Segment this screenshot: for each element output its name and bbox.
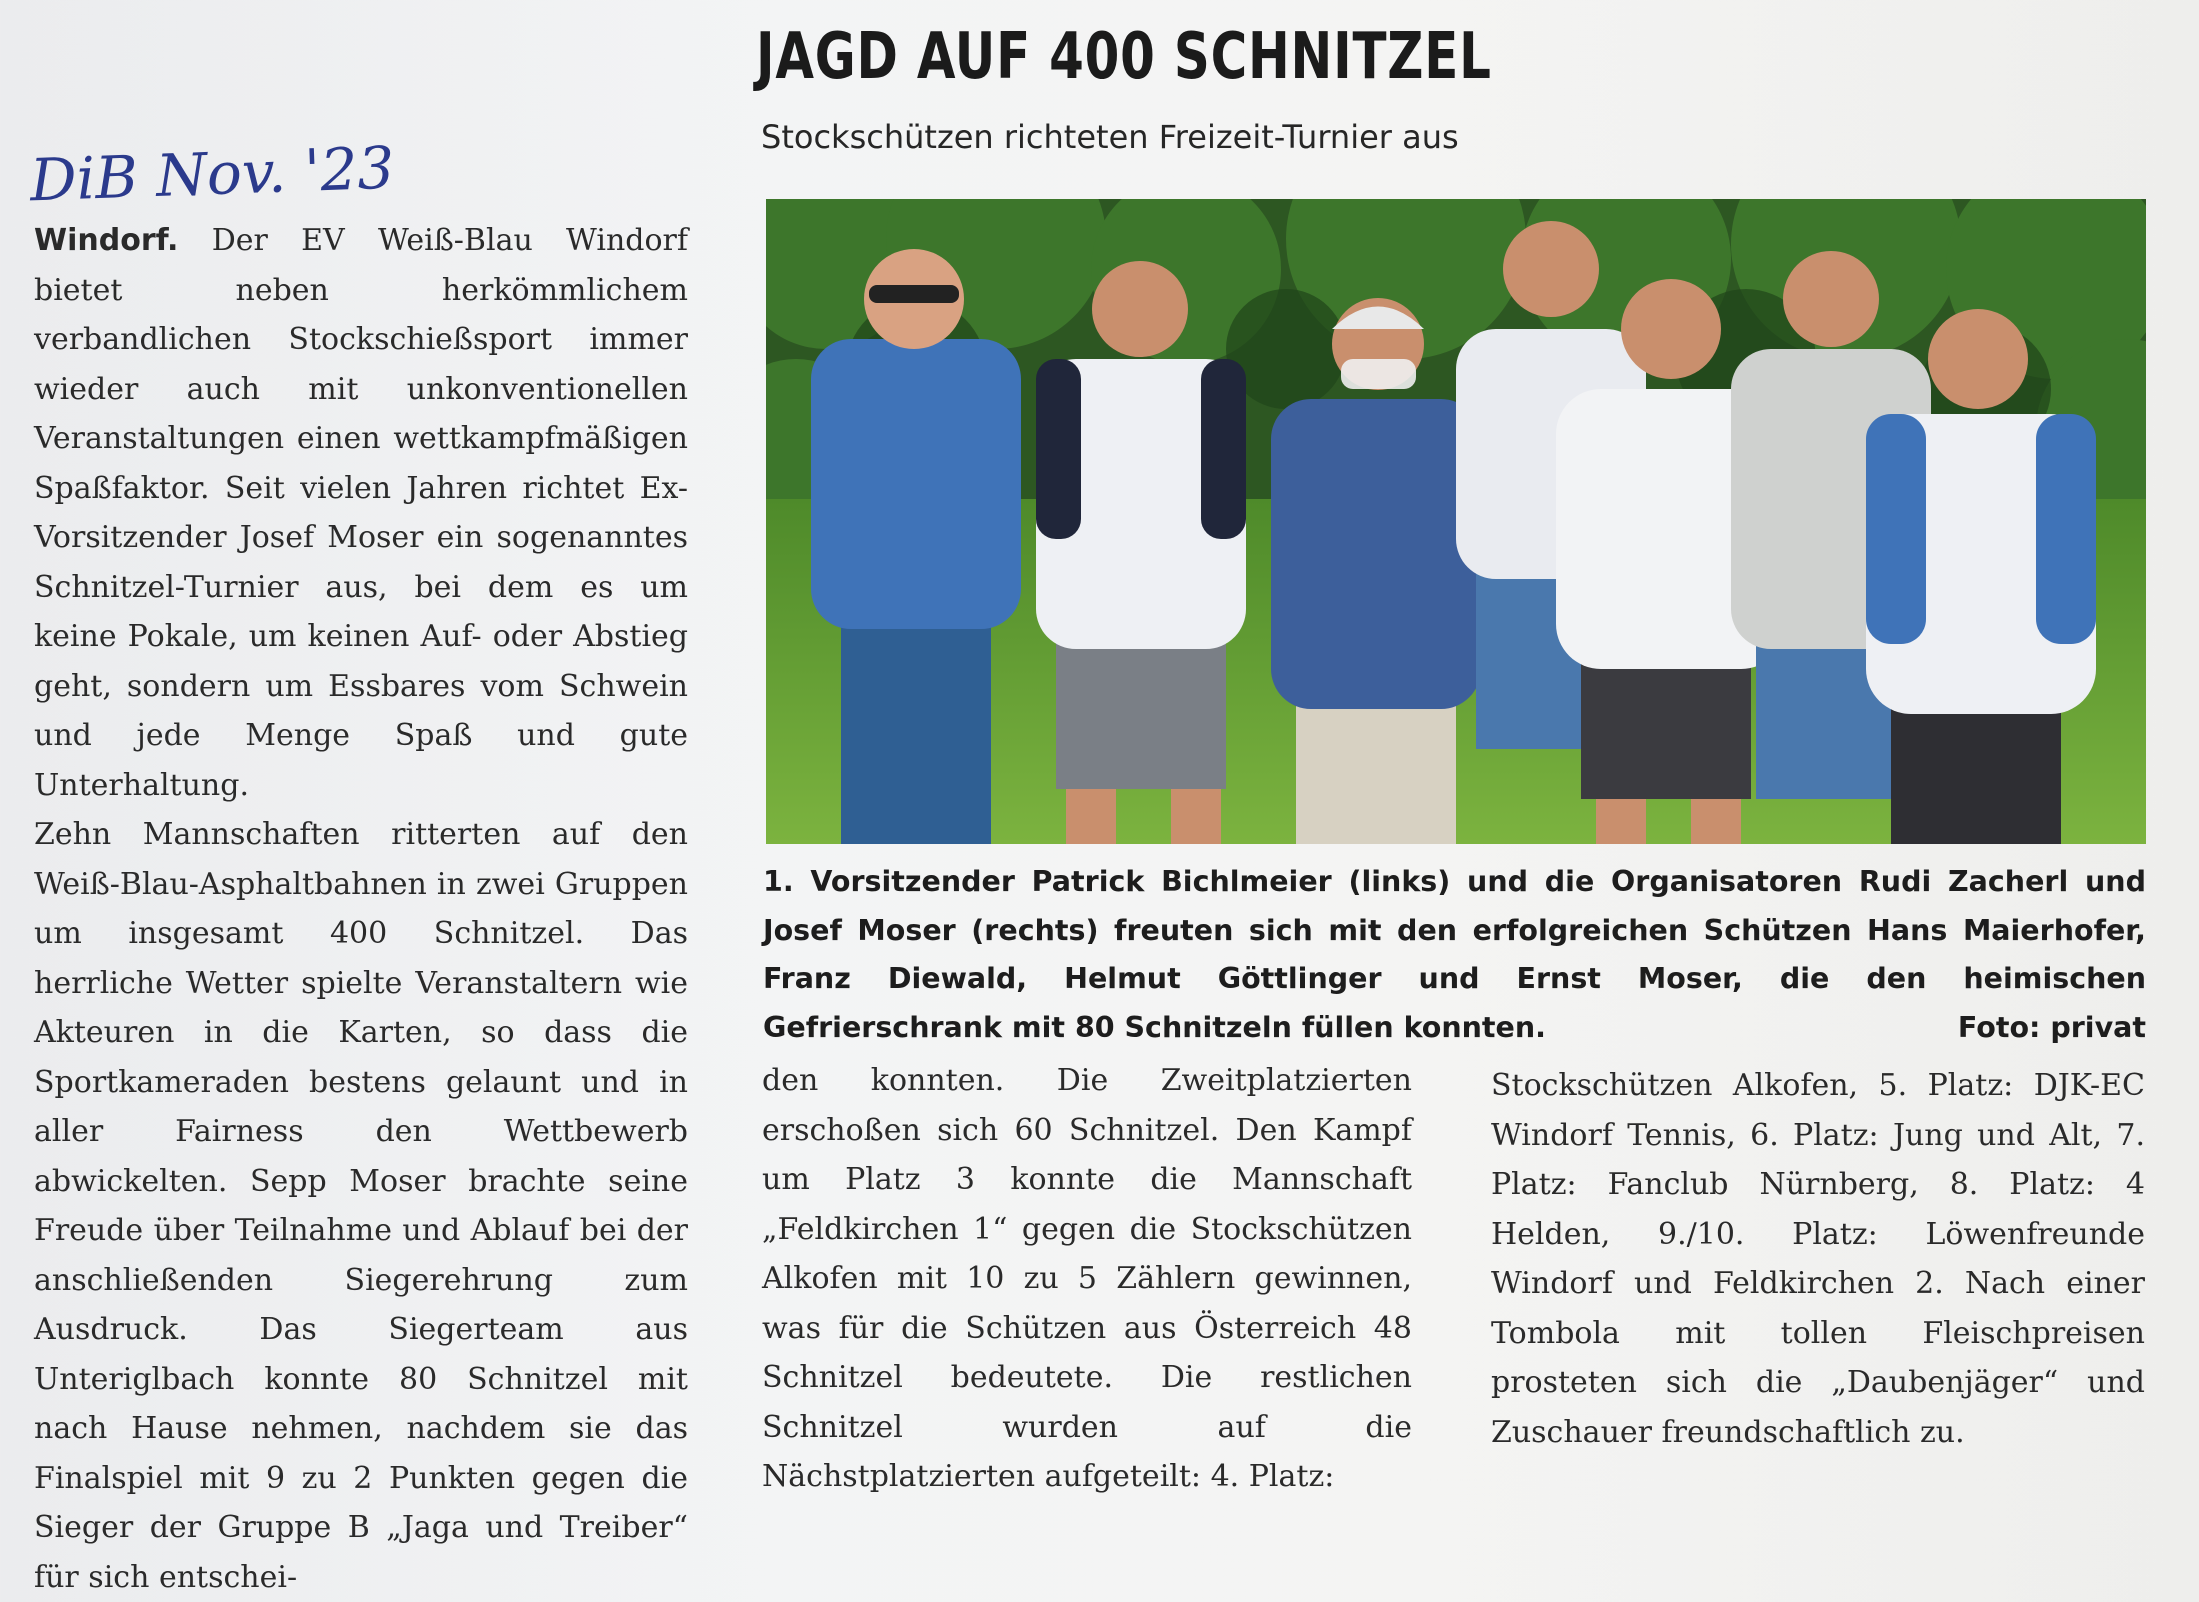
headline: JAGD AUF 400 SCHNITZEL <box>756 20 1492 94</box>
article-column-1 <box>34 216 688 1602</box>
photo-credit: Foto: privat <box>1957 1010 2146 1044</box>
caption-text: 1. Vorsitzender Patrick Bichlmeier (links) und die Organisatoren Rudi Zacherl und Josef Moser (rechts) freuten sich mit den erfolgreichen Schützen Hans Maierhofer, Franz Diewald, Helmut Göttlinger und Ernst Moser, die den heimischen Gefrierschrank mit 80 Schnitzeln füllen konnten. <box>763 865 2146 1044</box>
photo-caption <box>763 858 2146 1052</box>
handwritten-note: DiB Nov. '23 <box>28 133 396 215</box>
article-column-3 <box>1491 1061 2145 1457</box>
article-column-2 <box>762 1056 1412 1502</box>
paragraph-rankings: Stockschützen Alkofen, 5. Platz: DJK-EC Windorf Tennis, 6. Platz: Jung und Alt, 7. Platz: Fanclub Nürnberg, 8. Platz: 4 Helden, 9./10. Platz: Löwenfreunde Windorf und Feldkirchen 2. Nach einer Tombola mit tollen Fleischpreisen prosteten sich die „Daubenjäger“ und Zuschauer freundschaftlich zu. <box>1491 1068 2145 1450</box>
paragraph-intro: Der EV Weiß-Blau Windorf bietet neben herkömmlichem verbandlichen Stockschießsport immer wieder auch mit unkonventionellen Veranstaltungen einen wettkampfmäßigen Spaßfaktor. Seit vielen Jahren richtet Ex-Vorsitzender Josef Moser ein sogenanntes Schnitzel-Turnier aus, bei dem es um keine Pokale, um keinen Auf- oder Abstieg geht, sondern um Essbares vom Schwein und jede Menge Spaß und gute Unterhaltung. <box>34 223 688 803</box>
paragraph-results: den konnten. Die Zweitplatzierten erschoßen sich 60 Schnitzel. Den Kampf um Platz 3 konnte die Mannschaft „Feldkirchen 1“ gegen die Stockschützen Alkofen mit 10 zu 5 Zählern gewinnen, was für die Schützen aus Österreich 48 Schnitzel bedeutete. Die restlichen Schnitzel wurden auf die Nächstplatzierten aufgeteilt: 4. Platz: <box>762 1063 1412 1494</box>
subheadline: Stockschützen richteten Freizeit-Turnier aus <box>761 118 1459 156</box>
dateline: Windorf. <box>34 223 179 258</box>
paragraph-tournament: Zehn Mannschaften ritterten auf den Weiß-Blau-Asphaltbahnen in zwei Gruppen um insgesamt 400 Schnitzel. Das herrliche Wetter spielte Veranstaltern wie Akteuren in die Karten, so dass die Sportkameraden bestens gelaunt und in aller Fairness den Wettbewerb abwickelten. Sepp Moser brachte seine Freude über Teilnahme und Ablauf bei der anschließenden Siegerehrung zum Ausdruck. Das Siegerteam aus Unteriglbach konnte 80 Schnitzel mit nach Hause nehmen, nachdem sie das Finalspiel mit 9 zu 2 Punkten gegen die Sieger der Gruppe B „Jaga und Treiber“ für sich entschei- <box>34 817 688 1595</box>
team-photo <box>766 199 2146 844</box>
